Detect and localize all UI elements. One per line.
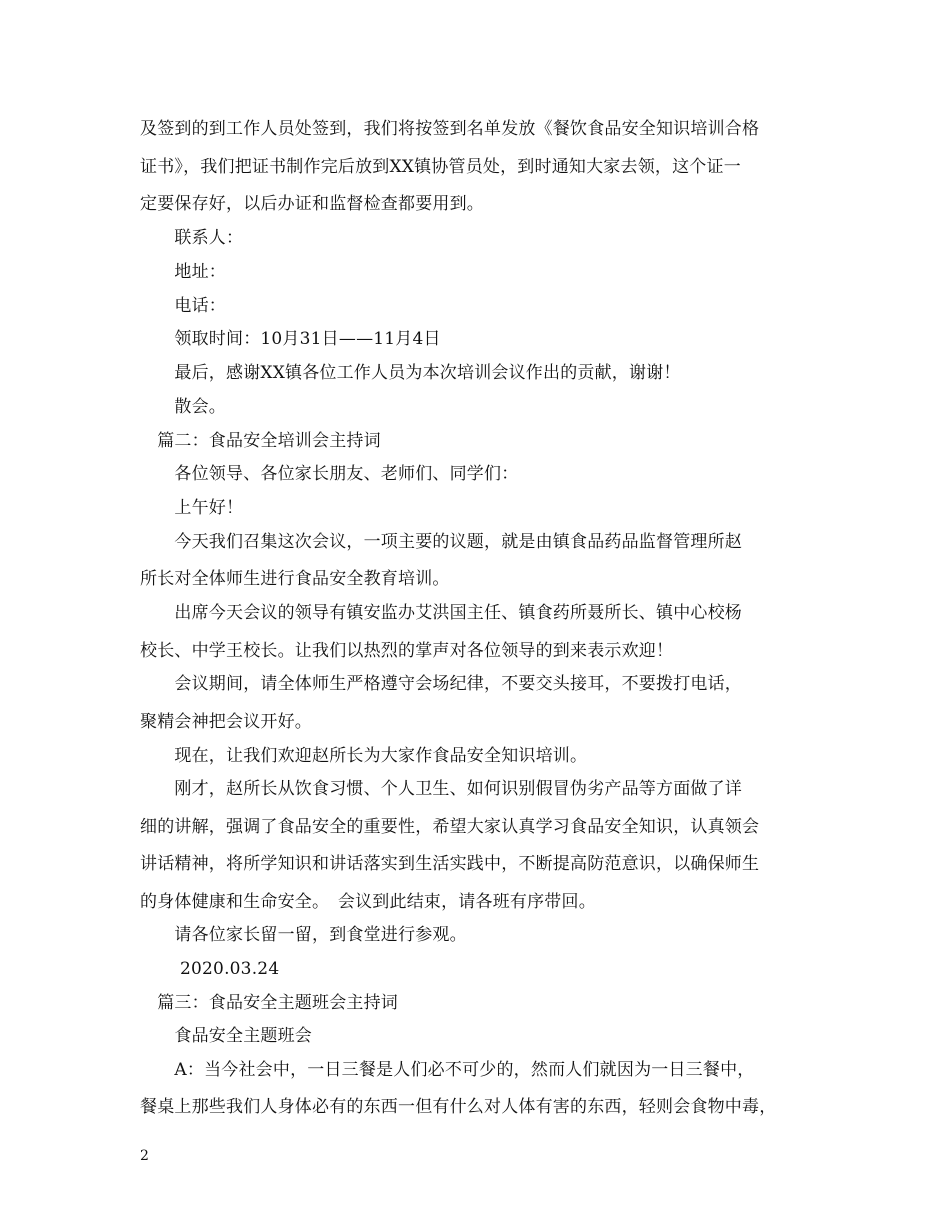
text-line: 请各位家长留一留，到食堂进行参观。 (140, 925, 467, 945)
text-line: 各位领导、各位家长朋友、老师们、同学们： (140, 464, 519, 484)
text-line: 及签到的到工作人员处签到，我们将按签到名单发放《餐饮食品安全知识培训合格 (140, 119, 760, 139)
section-heading: 篇三：食品安全主题班会主持词 (140, 993, 398, 1013)
text-line: 上午好！ (140, 498, 244, 518)
text-line: 现在，让我们欢迎赵所长为大家作食品安全知识培训。 (140, 746, 588, 766)
date-line: 2020.03.24 (140, 959, 280, 979)
text-line: 领取时间：10月31日——11月4日 (140, 329, 441, 349)
text-line: 会议期间，请全体师生严格遵守会场纪律，不要交头接耳，不要拨打电话， (140, 674, 742, 694)
text-line: 联系人： (140, 228, 244, 248)
text-line: 地址： (140, 262, 226, 282)
text-line: 证书》，我们把证书制作完后放到XX镇协管员处，到时通知大家去领，这个证一 (140, 157, 741, 177)
text-line: 出席今天会议的领导有镇安监办艾洪国主任、镇食药所聂所长、镇中心校杨 (140, 603, 742, 623)
text-line: 电话： (140, 296, 226, 316)
text-line: 的身体健康和生命安全。 会议到此结束，请各班有序带回。 (140, 892, 596, 912)
text-line: 餐桌上那些我们人身体必有的东西一但有什么对人体有害的东西，轻则会食物中毒， (140, 1097, 777, 1117)
text-line: 细的讲解，强调了食品安全的重要性，希望大家认真学习食品安全知识，认真领会 (140, 817, 760, 837)
text-line: 刚才，赵所长从饮食习惯、个人卫生、如何识别假冒伪劣产品等方面做了详 (140, 779, 742, 799)
text-line: 讲话精神，将所学知识和讲话落实到生活实践中，不断提高防范意识，以确保师生 (140, 854, 760, 874)
text-line: 所长对全体师生进行食品安全教育培训。 (140, 569, 450, 589)
text-line: 最后，感谢XX镇各位工作人员为本次培训会议作出的贡献，谢谢！ (140, 363, 681, 383)
text-line: 聚精会神把会议开好。 (140, 712, 312, 732)
text-line: A：当今社会中，一日三餐是人们必不可少的，然而人们就因为一日三餐中， (140, 1060, 755, 1080)
text-line: 校长、中学王校长。让我们以热烈的掌声对各位领导的到来表示欢迎！ (140, 641, 674, 661)
text-line: 定要保存好，以后办证和监督检查都要用到。 (140, 194, 484, 214)
section-heading: 篇二：食品安全培训会主持词 (140, 431, 381, 451)
text-line: 今天我们召集这次会议，一项主要的议题，就是由镇食品药品监督管理所赵 (140, 532, 742, 552)
text-line: 食品安全主题班会 (140, 1026, 312, 1046)
text-line: 散会。 (140, 397, 226, 417)
page-number: 2 (140, 1148, 149, 1164)
